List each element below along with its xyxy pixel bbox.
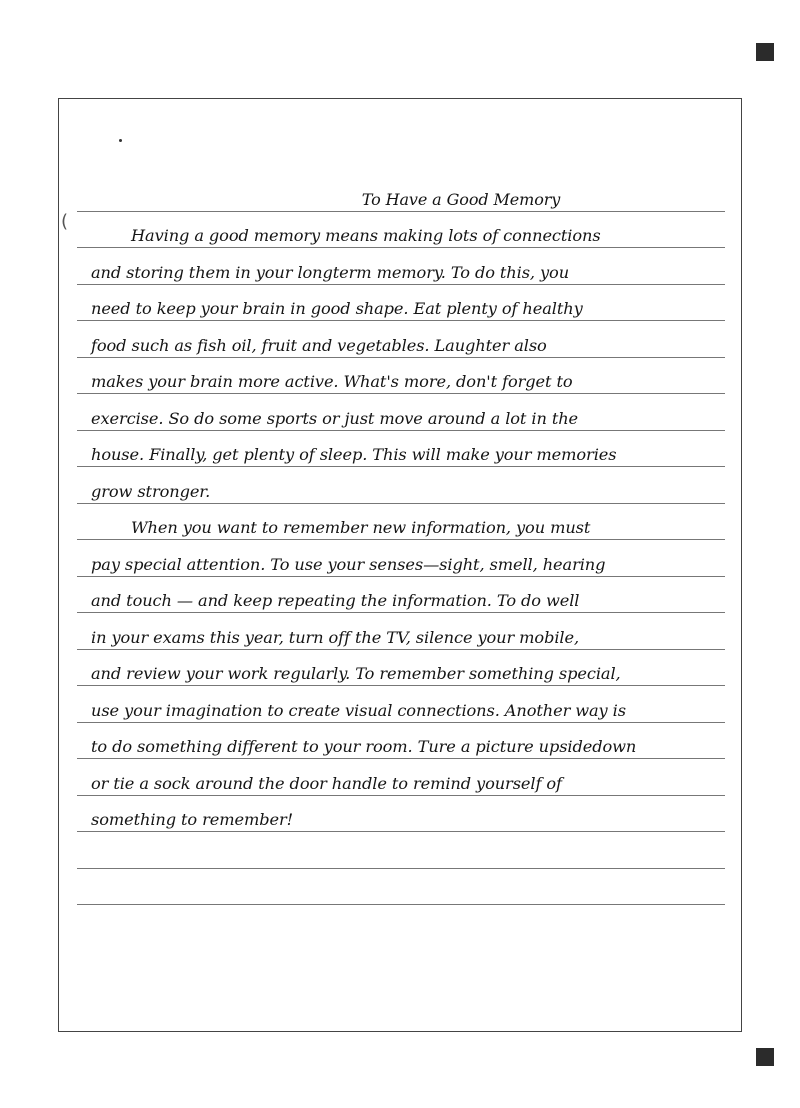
essay-line: and touch — and keep repeating the information. To do well [77, 577, 725, 614]
essay-line: in your exams this year, turn off the TV, silence your mobile, [77, 613, 725, 650]
registration-marker-bottom [756, 1048, 774, 1066]
ruled-lines [77, 175, 725, 905]
essay-line: pay special attention. To use your senses—sight, smell, hearing [77, 540, 725, 577]
essay-line: need to keep your brain in good shape. Eat plenty of healthy [77, 285, 725, 322]
essay-line: house. Finally, get plenty of sleep. This will make your memories [77, 431, 725, 468]
essay-line: makes your brain more active. What's more, don't forget to [77, 358, 725, 395]
ink-dot [119, 139, 122, 142]
essay-line: and review your work regularly. To remember something special, [77, 650, 725, 687]
essay-title: To Have a Good Memory [361, 189, 561, 209]
margin-mark: ( [61, 211, 69, 232]
essay-line: food such as fish oil, fruit and vegetables. Laughter also [77, 321, 725, 358]
essay-line: exercise. So do some sports or just move around a lot in the [77, 394, 725, 431]
essay-line: grow stronger. [77, 467, 725, 504]
registration-marker-top [756, 43, 774, 61]
essay-line: use your imagination to create visual connections. Another way is [77, 686, 725, 723]
blank-line [77, 832, 725, 869]
essay-line: and storing them in your longterm memory. To do this, you [77, 248, 725, 285]
essay-line: something to remember! [77, 796, 725, 833]
essay-line: or tie a sock around the door handle to remind yourself of [77, 759, 725, 796]
blank-line [77, 869, 725, 906]
essay-title-line [77, 175, 725, 212]
essay-line: to do something different to your room. Ture a picture upsidedown [77, 723, 725, 760]
answer-sheet [58, 98, 742, 1032]
essay-line: When you want to remember new information, you must [77, 504, 725, 541]
essay-line: Having a good memory means making lots of connections [77, 212, 725, 249]
